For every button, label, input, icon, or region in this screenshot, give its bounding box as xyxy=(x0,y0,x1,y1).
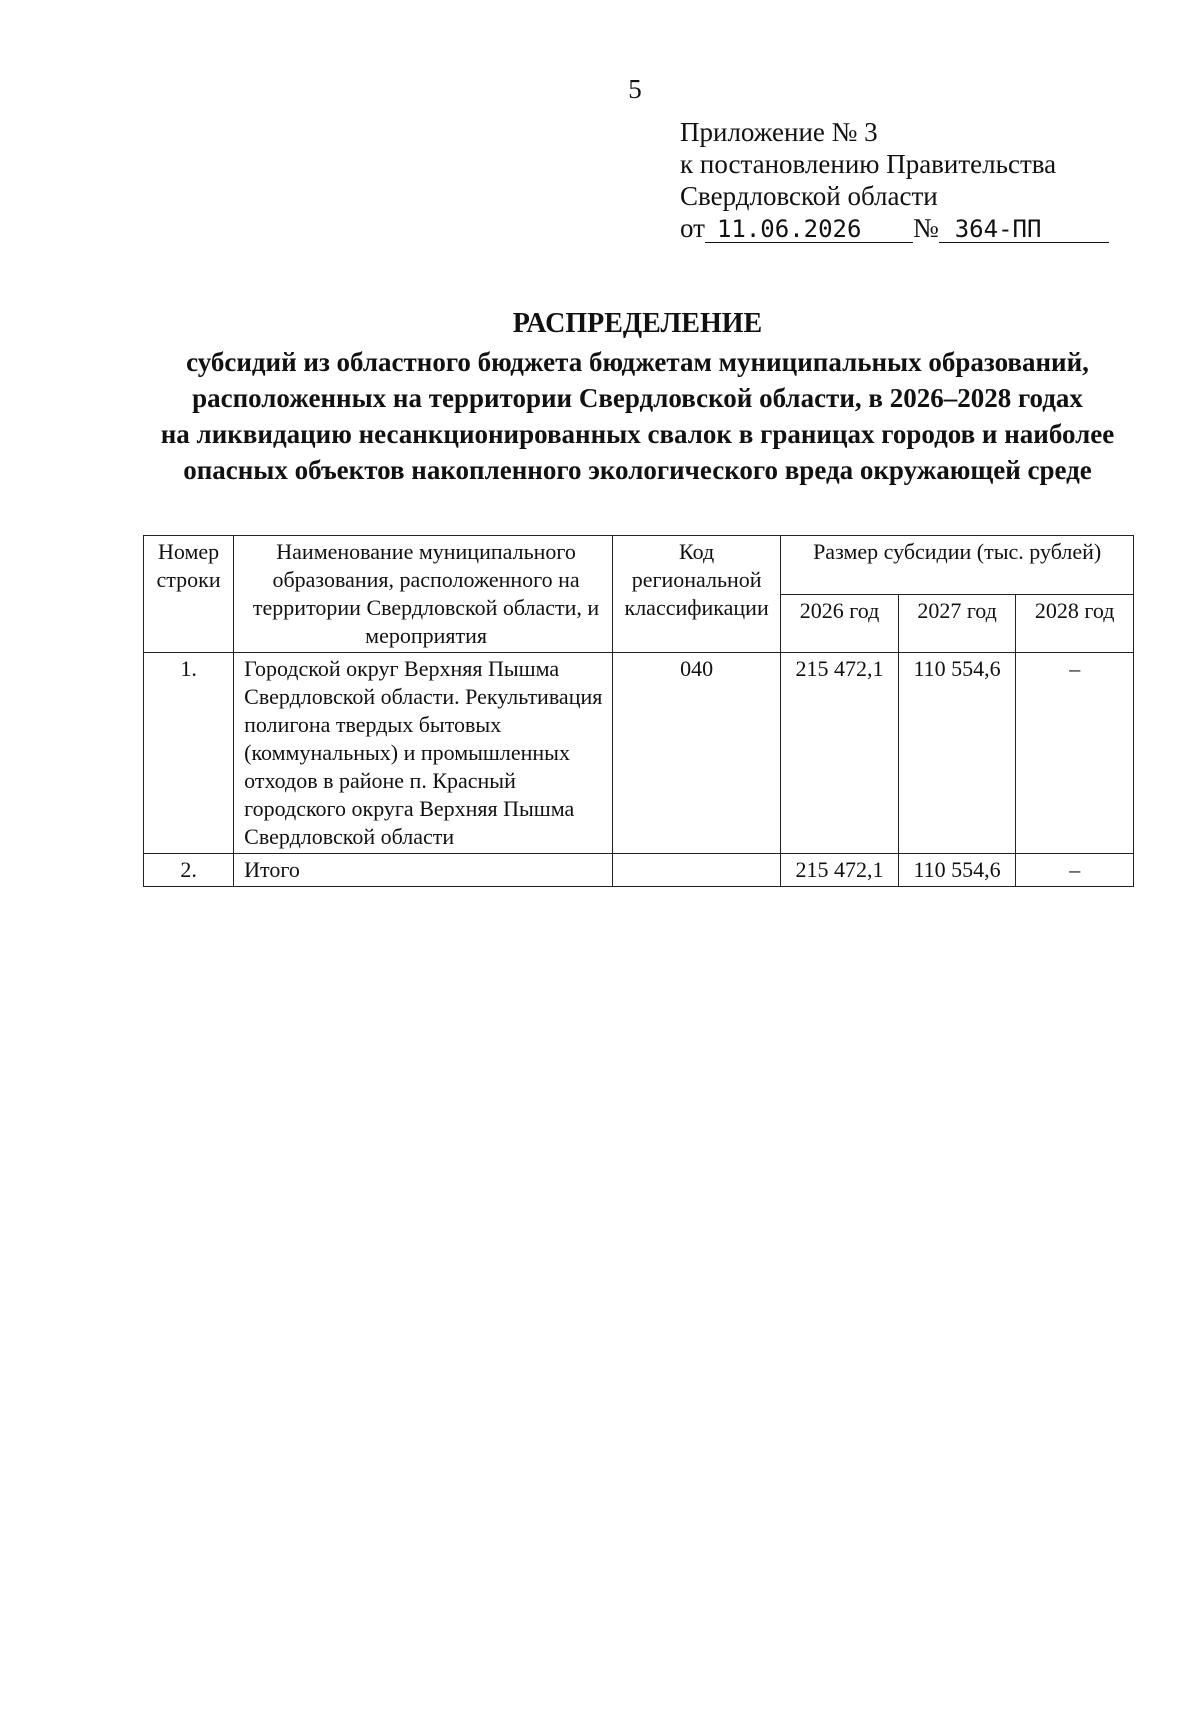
row-value-2026: 215 472,1 xyxy=(781,653,899,854)
table-row-total xyxy=(144,854,1134,887)
appendix-region: Свердловской области xyxy=(680,181,938,211)
header-year-2027: 2027 год xyxy=(898,594,1016,653)
row-value-2028: – xyxy=(1016,854,1134,887)
appendix-reference: к постановлению Правительства xyxy=(680,149,1057,179)
number-prefix: № xyxy=(912,213,939,243)
appendix-date-number xyxy=(680,212,1109,244)
header-year-2026: 2026 год xyxy=(781,594,899,653)
document-title xyxy=(0,306,1200,488)
row-code: 040 xyxy=(613,653,781,854)
row-value-2027: 110 554,6 xyxy=(898,854,1016,887)
number-value: 364-ПП xyxy=(954,215,1042,243)
row-value-2028: – xyxy=(1016,653,1134,854)
appendix-title: Приложение № 3 xyxy=(680,117,878,147)
table-row xyxy=(144,653,1134,854)
row-name: Городской округ Верхняя Пышма Свердловской области. Рекультивация полигона твердых бытовых (коммунальных) и промышленных отходов в районе п. Красный городского округа Верхняя Пышма Свердловской области xyxy=(234,653,613,854)
title-line-1: субсидий из областного бюджета бюджетам муниципальных образований, xyxy=(186,347,1089,377)
header-code: Код региональной классификации xyxy=(613,536,781,653)
row-code xyxy=(613,854,781,887)
header-row-number: Номер строки xyxy=(144,536,234,653)
row-value-2026: 215 472,1 xyxy=(781,854,899,887)
row-name: Итого xyxy=(234,854,613,887)
header-name: Наименование муниципального образования, расположенного на территории Свердловской области, и мероприятия xyxy=(234,536,613,653)
date-field xyxy=(705,215,913,243)
header-year-2028: 2028 год xyxy=(1016,594,1134,653)
date-prefix: от xyxy=(680,213,705,243)
date-value: 11.06.2026 xyxy=(716,215,862,243)
row-number: 1. xyxy=(144,653,234,854)
number-field xyxy=(939,215,1109,243)
row-value-2027: 110 554,6 xyxy=(898,653,1016,854)
page-number: 5 xyxy=(628,74,642,104)
title-line-2: расположенных на территории Свердловской области, в 2026–2028 годах xyxy=(192,383,1083,413)
row-number: 2. xyxy=(144,854,234,887)
table-header-row xyxy=(144,536,1134,595)
title-line-4: опасных объектов накопленного экологического вреда окружающей среде xyxy=(183,455,1092,485)
header-subsidy: Размер субсидии (тыс. рублей) xyxy=(781,536,1134,595)
title-line-3: на ликвидацию несанкционированных свалок в границах городов и наиболее xyxy=(160,419,1115,449)
title-main: РАСПРЕДЕЛЕНИЕ xyxy=(512,308,763,339)
appendix-header xyxy=(680,116,1109,244)
subsidy-table xyxy=(143,535,1134,887)
